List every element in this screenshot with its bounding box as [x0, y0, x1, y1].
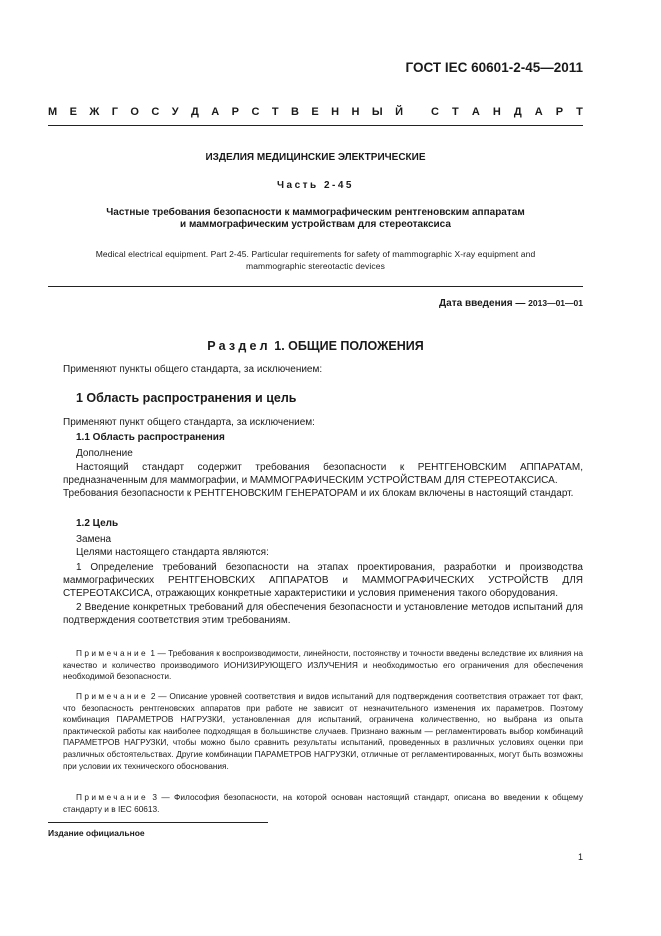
standard-kind [48, 106, 583, 118]
spread-letter: Н [492, 106, 501, 118]
scope-paragraph-2: Требования безопасности к РЕНТГЕНОВСКИМ ГЕНЕРАТОРАМ и их блокам включены в настоящий стандарт. [63, 488, 574, 500]
standard-kind-word-1 [48, 106, 403, 118]
spread-letter: С [151, 106, 160, 118]
page-number: 1 [577, 852, 583, 862]
document-part: Часть 2-45 [277, 180, 354, 191]
spread-letter: Т [271, 106, 279, 118]
spread-letter: Й [395, 106, 403, 118]
document-title: ИЗДЕЛИЯ МЕДИЦИНСКИЕ ЭЛЕКТРИЧЕСКИЕ [205, 152, 426, 163]
footer-rule [48, 822, 268, 823]
spread-letter: С [431, 106, 439, 118]
spread-letter: М [48, 106, 58, 118]
spread-letter: В [290, 106, 299, 118]
note-1-text: 1 — Требования к воспроизводимости, линейности, постоянству и точности введены вследствие их влияния на качество и количество производимого ИОНИЗИРУЮЩЕГО ИЗЛУЧЕНИЯ и необходимостью его ограничения для обеспечения необходимой безопасности. [63, 648, 583, 682]
spread-letter: Т [452, 106, 459, 118]
spread-letter: Т [576, 106, 583, 118]
spread-letter: Н [351, 106, 360, 118]
clause-1-intro: Применяют пункт общего стандарта, за исключением: [63, 417, 315, 428]
standard-kind-word-2 [431, 106, 583, 118]
scope-text [63, 461, 583, 501]
spread-letter: Г [111, 106, 118, 118]
note-3-text: 3 — Философия безопасности, на которой основан настоящий стандарт, описана во введении к общему стандарту и в IEC 60613. [63, 792, 583, 814]
note-2 [63, 691, 583, 772]
note-3-label: Примечание [76, 792, 149, 802]
object-item-1: 1 Определение требований безопасности на этапах проектирования, разработки и производства маммографических РЕНТГЕНОВСКИХ АППАРАТОВ и МАММОГРАФИЧЕСКИХ УСТРОЙСТВ ДЛЯ СТЕРЕОТАКСИСА, отражающих конкретные характеристики и условия применения такого оборудования. [63, 562, 583, 600]
subtitle-line-1: Частные требования безопасности к маммографическим рентгеновским аппаратам [106, 207, 525, 218]
section-label: Раздел [207, 339, 271, 353]
clause-1-heading: 1 Область распространения и цель [76, 391, 297, 405]
note-1 [63, 648, 583, 683]
spread-letter: Р [555, 106, 564, 118]
note-3 [63, 792, 583, 815]
spread-letter: Д [191, 106, 199, 118]
spread-letter: А [534, 106, 543, 118]
edition-label: Издание официальное [48, 828, 145, 838]
note-1-label: Примечание [76, 648, 149, 658]
spread-letter: С [251, 106, 260, 118]
spread-letter: Д [513, 106, 522, 118]
spread-letter: Ы [371, 106, 383, 118]
note-2-label: Примечание [76, 691, 149, 701]
document-subtitle [48, 207, 583, 231]
object-kind: Замена [76, 534, 112, 545]
spread-letter: Н [331, 106, 340, 118]
section-name: 1. ОБЩИЕ ПОЛОЖЕНИЯ [270, 339, 424, 353]
spread-letter: У [171, 106, 179, 118]
introduction-date-value: 2013—01—01 [528, 298, 583, 308]
spread-letter: А [471, 106, 480, 118]
introduction-date [439, 298, 583, 309]
introduction-date-label: Дата введения — [439, 298, 529, 309]
object-item-2: 2 Введение конкретных требований для обеспечения безопасности и установление методов испытаний для подтверждения соответствия этим требованиям. [63, 601, 583, 626]
spread-letter: Е [311, 106, 319, 118]
document-number: ГОСТ IEC 60601-2-45—2011 [405, 60, 583, 75]
subtitle-line-2: и маммографическим устройствам для стереотаксиса [180, 219, 451, 230]
object-intro: Целями настоящего стандарта являются: [76, 547, 269, 558]
object-heading: 1.2 Цель [76, 518, 119, 529]
spread-letter: Ж [89, 106, 100, 118]
spread-letter: Р [231, 106, 240, 118]
title-rule [48, 286, 583, 287]
english-title-line-1: Medical electrical equipment. Part 2-45. Particular requirements for safety of mammographic X-ray equipment and [95, 249, 536, 259]
header-rule [48, 125, 583, 126]
section-intro: Применяют пункты общего стандарта, за исключением: [63, 364, 323, 375]
object-items [63, 561, 583, 627]
note-2-text: 2 — Описание уровней соответствия и видов испытаний для подтверждения соответствия отражает тот факт, что безопасность рентгеновских аппаратов при работе не зависит от незначительного изменения их параметров. Поэтому комбинация ПАРАМЕТРОВ НАГРУЗКИ, установленная для испытаний, ограничена количественно, но выбрана из опыта практической работы как наиболее подходящая в большинстве случаев. Признано важным — регламентировать выбор комбинаций ПАРАМЕТРОВ НАГРУЗКИ, чтобы можно было сравнить результаты испытаний, проведенных в различных условиях оценки при различных обстоятельствах. Другие комбинации ПАРАМЕТРОВ НАГРУЗКИ, отличные от регламентированных, могут быть возможны при условии их технического обоснования. [63, 691, 583, 771]
spread-letter: О [130, 106, 139, 118]
english-title-line-2: mammographic stereotactic devices [246, 261, 385, 271]
spread-letter: Е [69, 106, 77, 118]
scope-kind: Дополнение [76, 448, 133, 459]
english-title [48, 248, 583, 272]
scope-paragraph-1: Настоящий стандарт содержит требования безопасности к РЕНТГЕНОВСКИМ АППАРАТАМ, предназначенным для маммографии, и МАММОГРАФИЧЕСКИМ УСТРОЙСТВАМ ДЛЯ СТЕРЕОТАКСИСА. [63, 462, 583, 487]
section-title [48, 339, 583, 353]
scope-heading: 1.1 Область распространения [76, 432, 225, 443]
spread-letter: А [211, 106, 220, 118]
